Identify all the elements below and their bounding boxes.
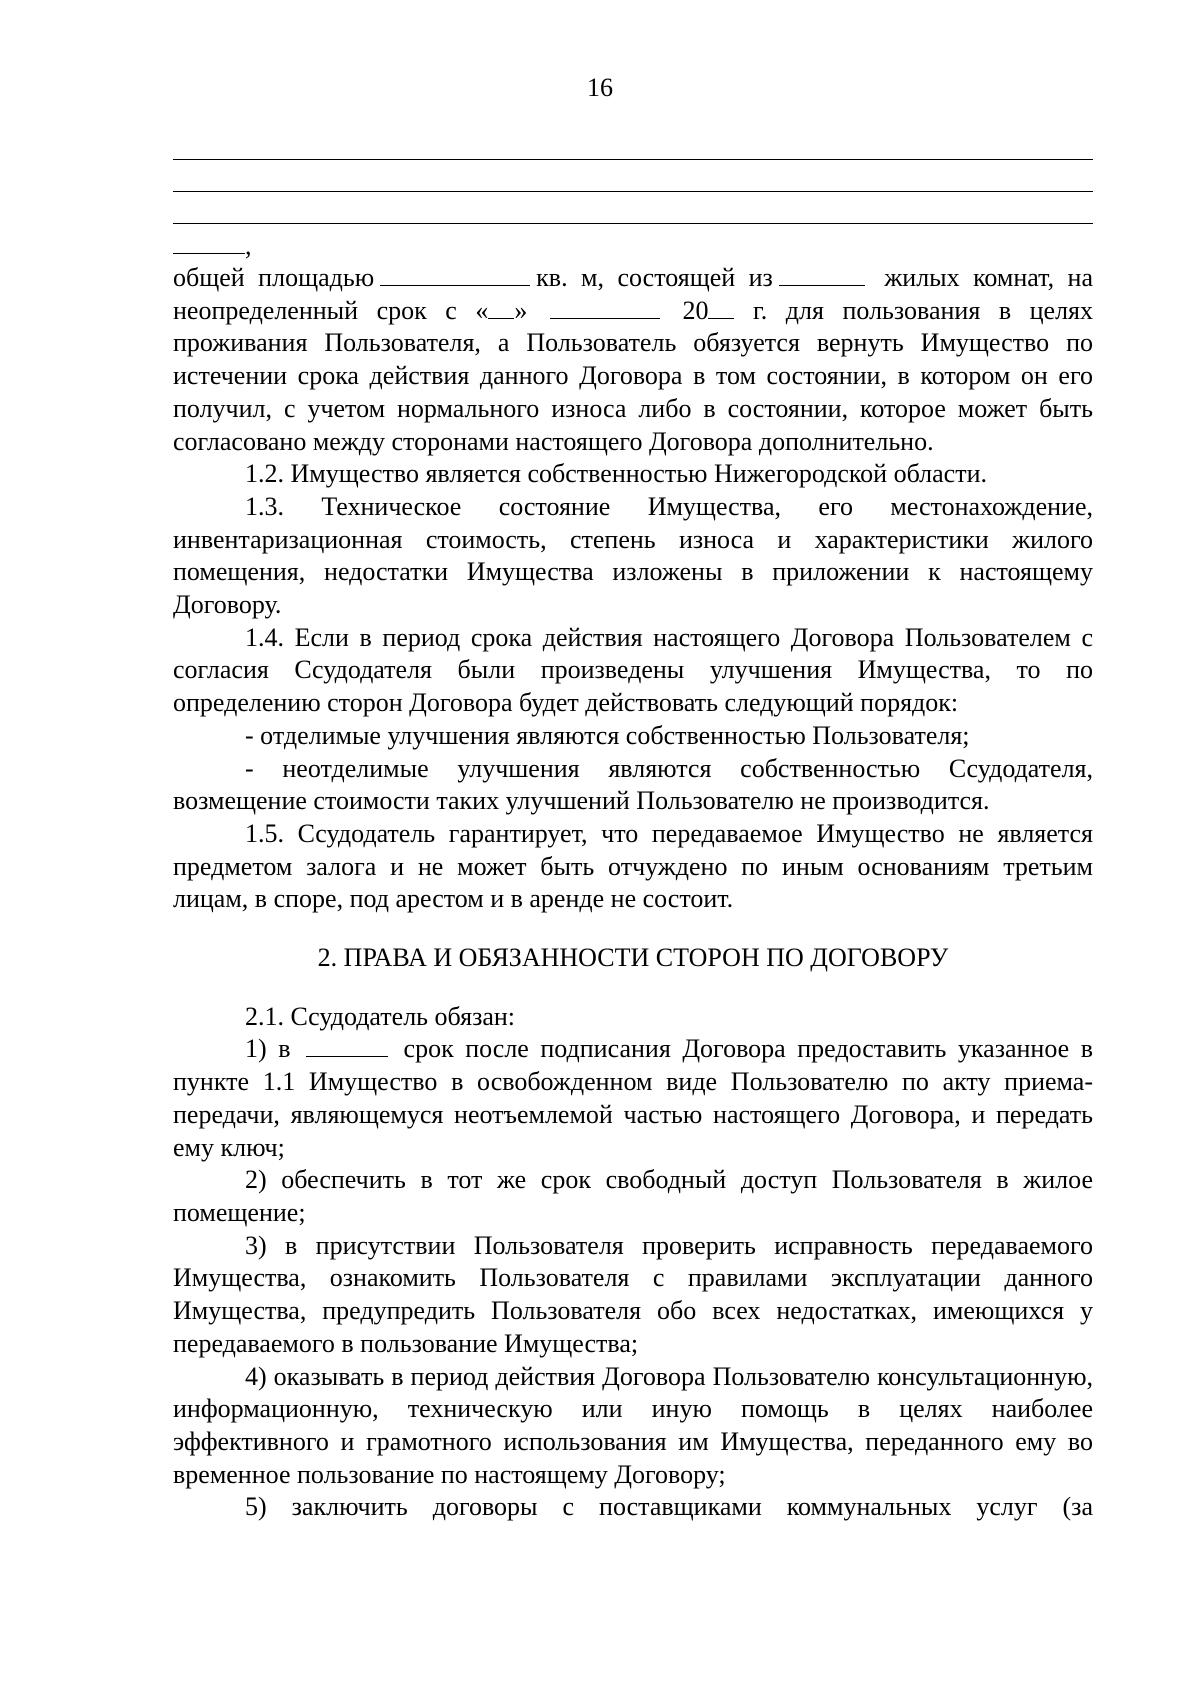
day-blank xyxy=(488,296,514,319)
rooms-blank xyxy=(779,263,865,286)
item-1-text-a: 1) в xyxy=(245,1034,291,1064)
blank-line-comma: , xyxy=(245,231,252,260)
clause-1-4: 1.4. Если в период срока действия настоящего Договора Пользователем с согласия Ссудодателя были произведены улучшения Имущества, то по определению сторон Договора будет действовать следующий порядок: xyxy=(173,622,1093,718)
clause-1-1-text-3: жилых комнат, на неопределенный срок с « xyxy=(173,263,1094,325)
clause-1-5: 1.5. Ссудодатель гарантирует, что передаваемое Имущество не является предметом залога и не может быть отчуждено по иным основаниям третьим лицам, в споре, под арестом и в аренде не состоит. xyxy=(173,818,1093,914)
clause-1-1-continuation xyxy=(173,262,1093,458)
blank-line-1 xyxy=(173,159,1093,160)
clause-2-1-item-3: 3) в присутствии Пользователя проверить исправность передаваемого Имущества, ознакомить Пользователя с правилами эксплуатации данного Имущества, предупредить Пользователя обо всех недостатках, имеющихся у передаваемого в пользование Имущества; xyxy=(173,1230,1093,1358)
clause-2-1: 2.1. Ссудодатель обязан: xyxy=(245,1001,516,1031)
area-blank xyxy=(380,263,530,286)
clause-2-1-item-5: 5) заключить договоры с поставщиками коммунальных услуг (за xyxy=(245,1492,1093,1522)
clause-1-3: 1.3. Техническое состояние Имущества, его местонахождение, инвентаризационная стоимость, степень износа и характеристики жилого помещения, недостатки Имущества изложены в приложении к настоящему Договору. xyxy=(173,491,1093,620)
year-blank xyxy=(708,296,734,319)
clause-1-1-text-6: г. для пользования в целях проживания Пользователя, а Пользователь обязуется вернуть Имущество по истечении срока действия данного Договора в том состоянии, в котором он его получил, с учетом нормального износа либо в состоянии, которое может быть согласовано между сторонами настоящего Договора дополнительно. xyxy=(173,295,1094,456)
blank-line-short xyxy=(173,231,252,261)
clause-1-2: 1.2. Имущество является собственностью Нижегородской области. xyxy=(245,459,988,489)
section-2-heading: 2. ПРАВА И ОБЯЗАННОСТИ СТОРОН ПО ДОГОВОРУ xyxy=(317,943,949,973)
clause-1-4-item-1: - отделимые улучшения являются собственностью Пользователя; xyxy=(245,720,970,750)
clause-1-4-item-2: - неотделимые улучшения являются собственностью Ссудодателя, возмещение стоимости таких улучшений Пользователю не производится. xyxy=(173,753,1093,816)
term-blank xyxy=(306,1034,388,1057)
blank-line-2 xyxy=(173,191,1093,192)
item-1-text-b: срок после подписания Договора предоставить указанное в пункте 1.1 Имущество в освобожденном виде Пользователю по акту приема-передачи, являющемуся неотъемлемой частью настоящего Договора, и передать ему ключ; xyxy=(173,1034,1094,1162)
document-body xyxy=(173,262,1093,1524)
page-number: 16 xyxy=(587,73,613,102)
blank-line-3 xyxy=(173,223,1093,224)
clause-1-1-text-1: общей площадью xyxy=(173,263,375,292)
clause-1-1-text-2: кв. м, состоящей из xyxy=(536,263,773,292)
month-blank xyxy=(550,296,660,319)
clause-1-1-text-4: » xyxy=(514,295,528,325)
clause-2-1-item-4: 4) оказывать в период действия Договора Пользователю консультационную, информационную, техническую или иную помощь в целях наиболее эффективного и грамотного использования им Имущества, переданного ему во временное пользование по настоящему Договору; xyxy=(173,1361,1093,1489)
clause-2-1-item-2: 2) обеспечить в тот же срок свободный доступ Пользователя в жилое помещение; xyxy=(173,1165,1093,1227)
clause-2-1-item-1 xyxy=(173,1033,1093,1164)
clause-1-1-text-5: 20 xyxy=(682,295,709,325)
